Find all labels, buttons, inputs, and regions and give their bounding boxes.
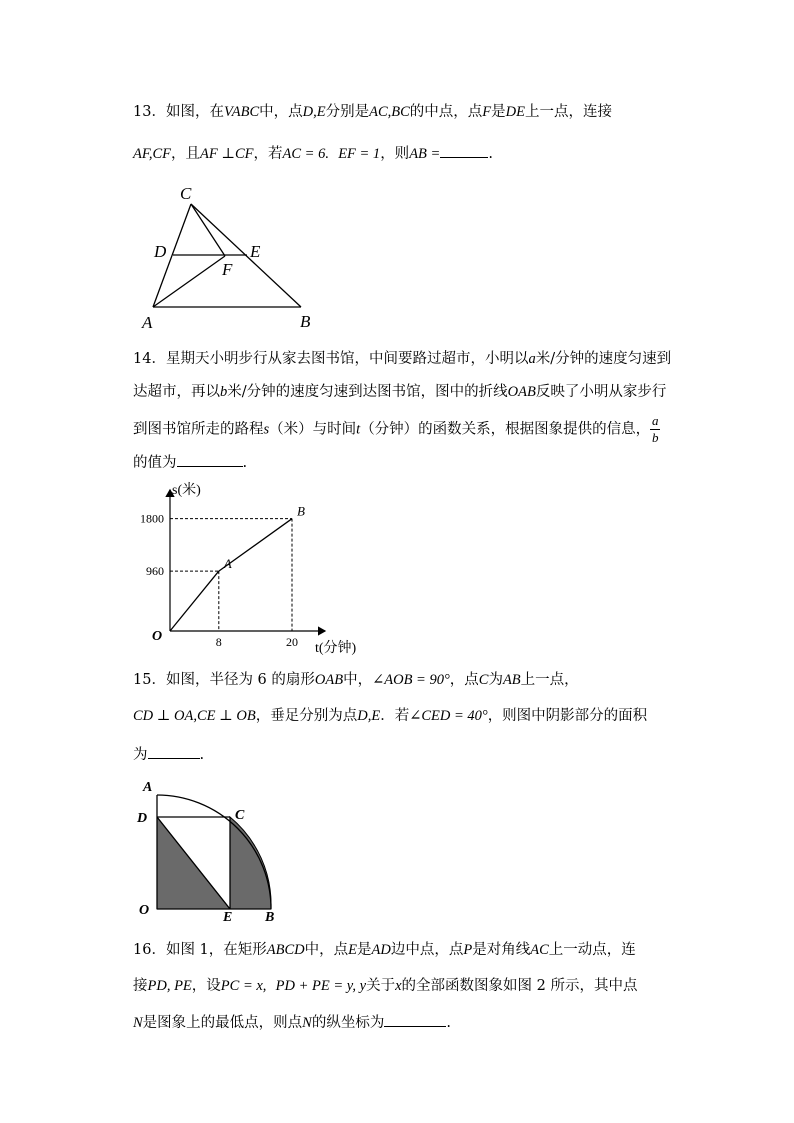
q14-line-4: 的值为 . <box>133 452 247 473</box>
triangle-abc: VABC <box>223 104 260 120</box>
answer-blank[interactable] <box>384 1012 446 1027</box>
answer-blank[interactable] <box>148 744 200 759</box>
label-a: A <box>143 780 153 795</box>
answer-blank[interactable] <box>440 143 488 158</box>
y-tick-label-1800: 1800 <box>140 511 164 526</box>
x-axis-label: t(分钟) <box>315 641 357 656</box>
q13-figure <box>135 180 320 335</box>
label-c: C <box>180 184 192 203</box>
label-e: E <box>223 910 233 925</box>
origin-label: O <box>152 629 163 644</box>
answer-blank[interactable] <box>177 452 243 467</box>
label-b: B <box>265 910 275 925</box>
segment-cf <box>191 204 225 256</box>
q15-line-1: 15．如图，半径为 6 的扇形OAB中，∠AOB = 90°，点C为AB上一点， <box>133 672 579 688</box>
label-o: O <box>139 903 150 918</box>
segment-af <box>153 256 225 307</box>
q16-line-2: 接PD, PE，设PC = x, PD + PE = y, y关于x的全部函数图象如图 2 所示，其中点 <box>133 978 638 994</box>
point-label-a: A <box>223 556 232 572</box>
label-d: D <box>137 811 148 826</box>
shaded-region-ceb <box>230 817 271 909</box>
arc-ab: AB <box>502 672 521 688</box>
q13-line-2: AF,CF，且AF ⊥CF，若AC = 6. EF = 1，则AB = . <box>133 143 493 164</box>
label-a: A <box>142 313 153 332</box>
q14-line-3: 到图书馆所走的路程s（米）与时间t（分钟）的函数关系，根据图象提供的信息， $\frac{a}{b}$ <box>133 413 659 445</box>
q16-line-3: N是图象上的最低点，则点N的纵坐标为 . <box>133 1012 451 1033</box>
q14-line-2: 达超市，再以b米/分钟的速度匀速到达图书馆，图中的折线OAB反映了小明从家步行 <box>133 384 667 400</box>
q15-line-2: CD ⊥ OA,CE ⊥ OB，垂足分别为点D,E．若∠CED = 40°，则图中阴影部分的面积 <box>133 708 648 724</box>
q16-line-1: 16．如图 1，在矩形ABCD中，点E是AD边中点，点P是对角线AC上一动点，连 <box>133 942 636 958</box>
x-tick-label-8: 8 <box>215 635 222 649</box>
label-d: D <box>154 242 167 261</box>
label-e: E <box>250 242 261 261</box>
q15-line-3: 为 . <box>133 744 204 765</box>
label-b: B <box>300 312 311 331</box>
q13-line-1: 13．如图，在VABC中，点D,E分别是AC,BC的中点，点F是DE上一点，连接 <box>133 104 612 120</box>
segment-oa <box>170 571 219 631</box>
point-label-b: B <box>297 503 305 519</box>
q15-sector-figure <box>130 775 290 925</box>
fraction-a-over-b: $\frac{a}{b}$ <box>651 413 659 445</box>
label-c: C <box>235 808 245 823</box>
y-axis-label: s(米) <box>172 483 201 498</box>
y-tick-label-960: 960 <box>146 564 164 579</box>
q14-distance-time-graph <box>130 480 370 660</box>
label-f: F <box>222 260 233 279</box>
q14-line-1: 14．星期天小明步行从家去图书馆，中间要路过超市，小明以a米/分钟的速度匀速到 <box>133 351 672 367</box>
x-tick-label-20: 20 <box>286 635 298 649</box>
